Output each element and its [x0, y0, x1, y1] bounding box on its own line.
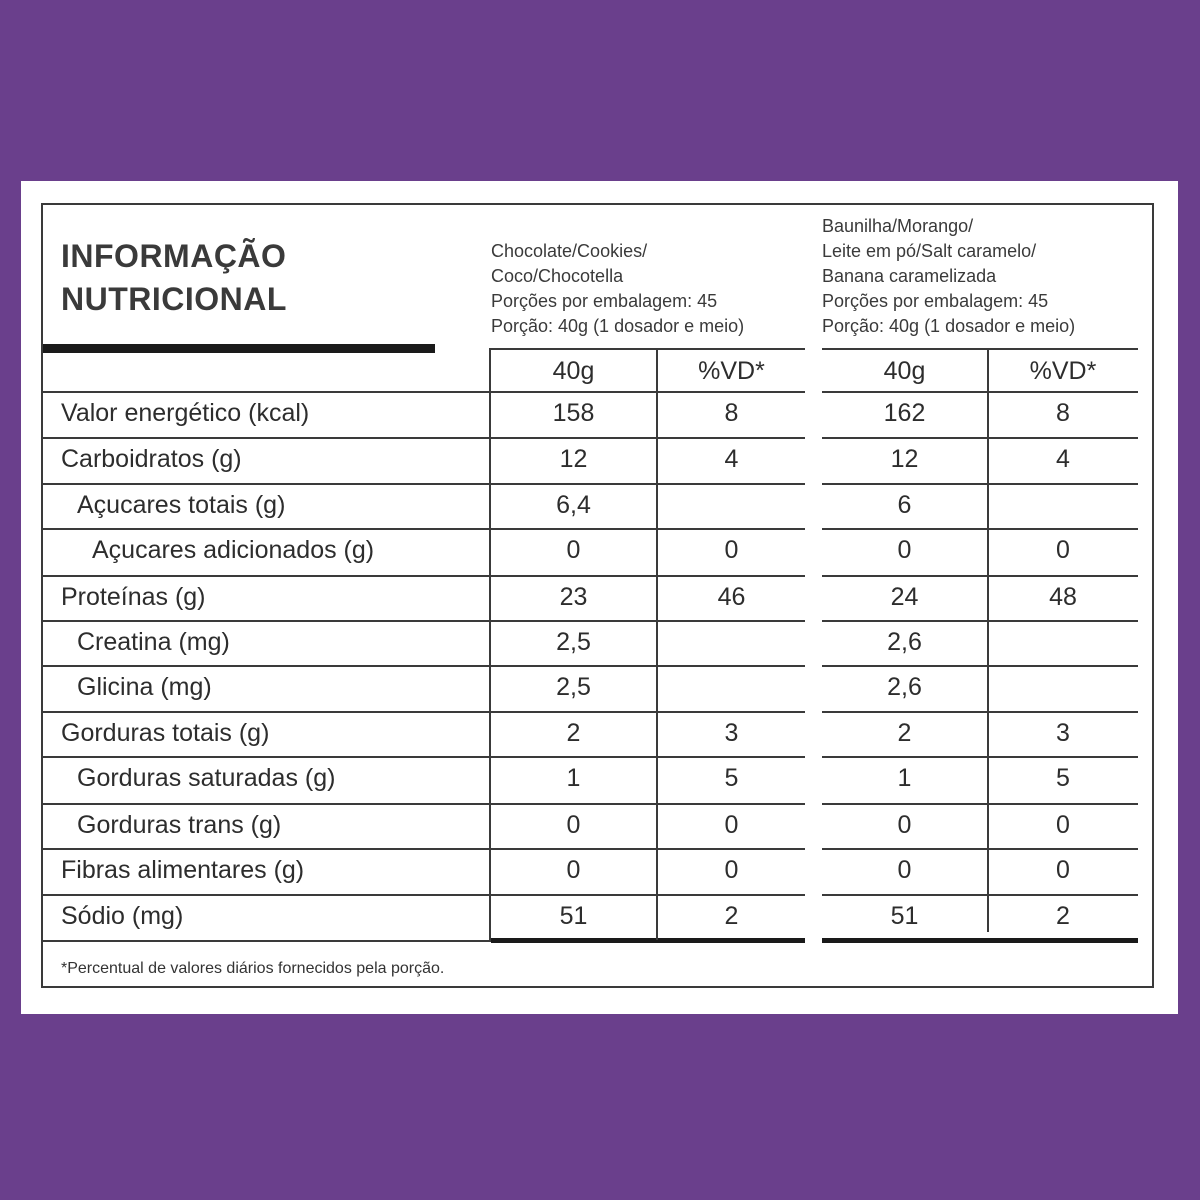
- col1-amount-value: 23: [559, 583, 588, 611]
- footnote: *Percentual de valores diários fornecidos pela porção.: [61, 960, 445, 977]
- table-title: [61, 235, 287, 321]
- col1-vd-value: 46: [717, 583, 746, 611]
- column-header-2: [822, 214, 1075, 339]
- nutrition-card: [21, 181, 1178, 1014]
- col2-amount-value: 0: [897, 811, 912, 839]
- row-label: Gorduras saturadas (g): [77, 764, 336, 792]
- title-divider: [43, 344, 435, 353]
- row-label: Açucares totais (g): [77, 491, 286, 519]
- col1-vd-value: 4: [724, 445, 739, 473]
- row-line-right: [822, 437, 1138, 439]
- col2-vd-header: %VD*: [1029, 357, 1097, 385]
- title-line-1: INFORMAÇÃO: [61, 238, 287, 274]
- row-line-left: [43, 483, 805, 485]
- col-divider-3: [987, 348, 989, 932]
- col1-portions: Porções por embalagem: 45: [491, 291, 718, 311]
- col1-portion-size: Porção: 40g (1 dosador e meio): [491, 316, 745, 336]
- header-line-1: [491, 348, 805, 350]
- row-label: Sódio (mg): [61, 902, 184, 930]
- col1-vd-header: %VD*: [698, 357, 765, 385]
- row-label: Gorduras trans (g): [77, 811, 282, 839]
- row-line-right: [822, 894, 1138, 896]
- col1-flavor-1: Chocolate/Cookies/: [491, 241, 648, 261]
- row-line-left: [43, 575, 805, 577]
- col2-amount-value: 2: [897, 719, 912, 747]
- col2-amount-value: 0: [897, 856, 912, 884]
- col2-flavor-1: Baunilha/Morango/: [822, 216, 974, 236]
- row-label: Carboidratos (g): [61, 445, 242, 473]
- row-line-left: [43, 803, 805, 805]
- row-line-left: [43, 437, 805, 439]
- row-label: Fibras alimentares (g): [61, 856, 305, 884]
- col1-vd-value: 8: [724, 399, 739, 427]
- col1-amount-value: 2,5: [556, 673, 591, 701]
- col2-amount-value: 162: [883, 399, 926, 427]
- row-label: Gorduras totais (g): [61, 719, 270, 747]
- col2-vd-value: 4: [1056, 445, 1070, 473]
- col2-amount-value: 1: [897, 764, 912, 792]
- col2-flavor-3: Banana caramelizada: [822, 266, 997, 286]
- col2-amount-value: 12: [890, 445, 919, 473]
- col1-amount-value: 0: [566, 811, 581, 839]
- col2-vd-value: 0: [1056, 856, 1070, 884]
- header-line-2: [822, 348, 1138, 350]
- row-label: Creatina (mg): [77, 628, 230, 656]
- row-label: Valor energético (kcal): [61, 399, 310, 427]
- row-line-left: [43, 391, 805, 393]
- nutrition-table: [41, 203, 1154, 988]
- col2-amount-value: 51: [890, 902, 919, 930]
- row-label: Açucares adicionados (g): [92, 536, 375, 564]
- col2-vd-value: 48: [1049, 583, 1077, 611]
- row-line-right: [822, 528, 1138, 530]
- table-bottom-line-1: [491, 938, 805, 943]
- col1-amount-value: 6,4: [556, 491, 591, 519]
- col1-amount-value: 2: [566, 719, 581, 747]
- col1-vd-value: 0: [724, 811, 739, 839]
- col2-amount-value: 6: [897, 491, 912, 519]
- col2-amount-value: 24: [890, 583, 919, 611]
- column-header-1: [491, 239, 744, 339]
- col1-vd-value: 0: [724, 536, 739, 564]
- row-label: Proteínas (g): [61, 583, 206, 611]
- row-line-right: [822, 756, 1138, 758]
- row-line-right: [822, 391, 1138, 393]
- col1-amount-header: 40g: [552, 357, 595, 385]
- col2-portions: Porções por embalagem: 45: [822, 291, 1049, 311]
- col1-amount-value: 0: [566, 536, 581, 564]
- col1-amount-value: 1: [566, 764, 581, 792]
- col2-vd-value: 8: [1056, 399, 1070, 427]
- col2-amount-header: 40g: [883, 357, 926, 385]
- row-line-right: [822, 803, 1138, 805]
- col2-flavor-2: Leite em pó/Salt caramelo/: [822, 241, 1037, 261]
- col1-vd-value: 5: [724, 764, 739, 792]
- col2-vd-value: 0: [1056, 536, 1070, 564]
- col2-amount-value: 2,6: [887, 628, 922, 656]
- row-line-right: [822, 575, 1138, 577]
- col1-amount-value: 2,5: [556, 628, 591, 656]
- col1-amount-value: 51: [559, 902, 588, 930]
- row-line-left: [43, 711, 805, 713]
- col1-flavor-2: Coco/Chocotella: [491, 266, 624, 286]
- col1-vd-value: 0: [724, 856, 739, 884]
- col2-vd-value: 3: [1056, 719, 1070, 747]
- col1-amount-value: 158: [552, 399, 595, 427]
- col2-amount-value: 0: [897, 536, 912, 564]
- row-line-right: [822, 620, 1138, 622]
- row-line-left: [43, 528, 805, 530]
- row-line-left: [43, 620, 805, 622]
- row-line-right: [822, 483, 1138, 485]
- col1-amount-value: 12: [559, 445, 588, 473]
- col-divider-1: [489, 348, 491, 940]
- row-line-right: [822, 665, 1138, 667]
- row-line-right: [822, 711, 1138, 713]
- col2-vd-value: 2: [1056, 902, 1070, 930]
- row-line-left: [43, 848, 805, 850]
- row-line-left: [43, 894, 805, 896]
- row-line-right: [822, 848, 1138, 850]
- row-line-left: [43, 665, 805, 667]
- col-divider-2: [656, 348, 658, 940]
- title-line-2: NUTRICIONAL: [61, 281, 287, 317]
- col2-portion-size: Porção: 40g (1 dosador e meio): [822, 316, 1076, 336]
- table-bottom-line-left: [43, 940, 491, 942]
- col2-vd-value: 5: [1056, 764, 1070, 792]
- row-line-left: [43, 756, 805, 758]
- col1-vd-value: 2: [724, 902, 739, 930]
- col2-vd-value: 0: [1056, 811, 1070, 839]
- row-label: Glicina (mg): [77, 673, 212, 701]
- col1-amount-value: 0: [566, 856, 581, 884]
- col1-vd-value: 3: [724, 719, 739, 747]
- col2-amount-value: 2,6: [887, 673, 922, 701]
- table-bottom-line-2: [822, 938, 1138, 943]
